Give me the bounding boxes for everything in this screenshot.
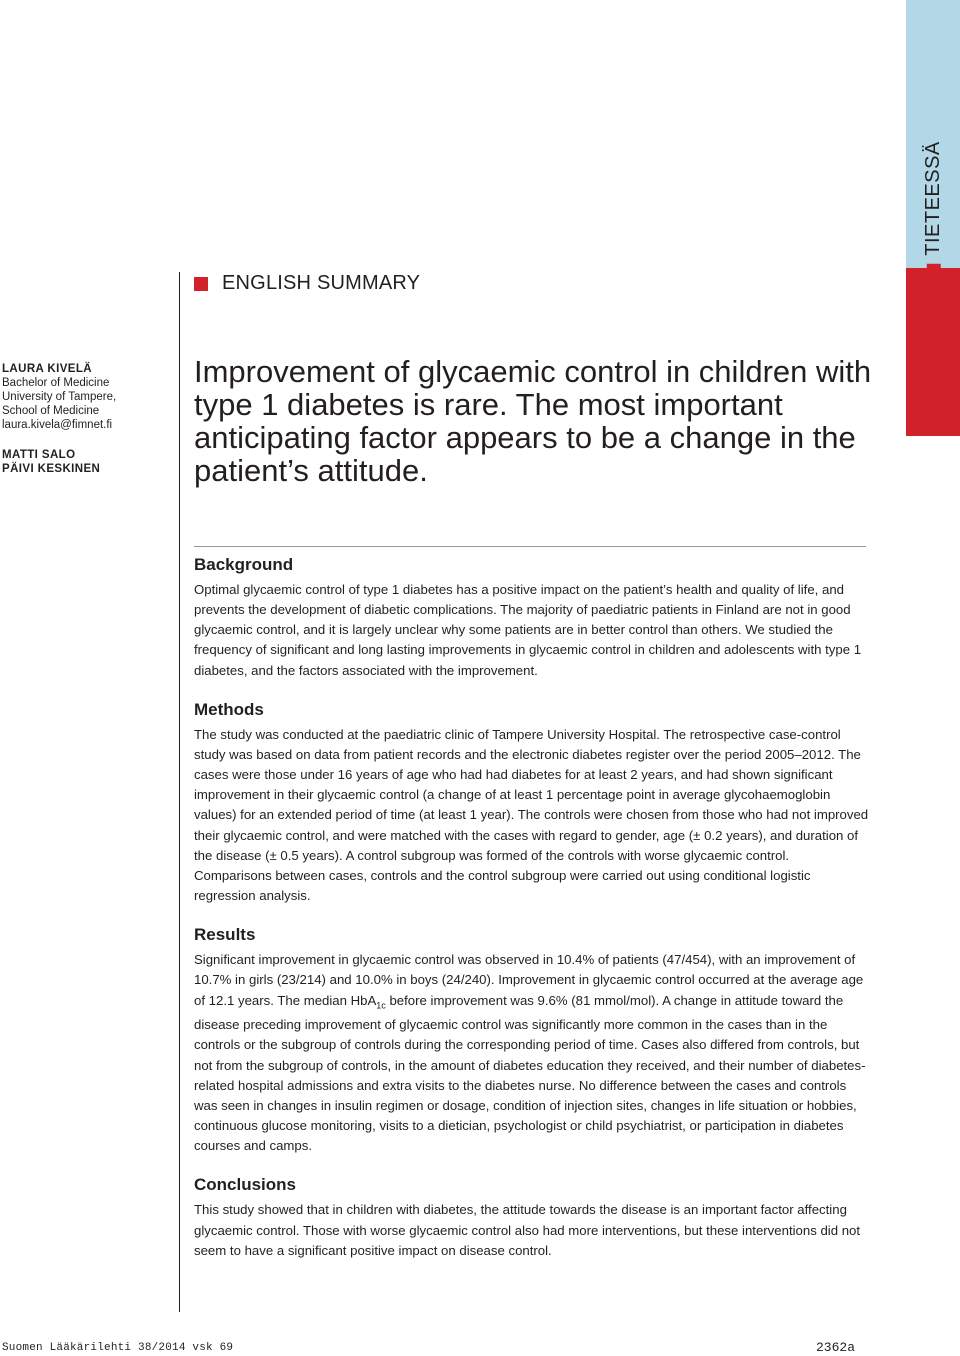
article-headline: Improvement of glycaemic control in children with type 1 diabetes is rare. The most important anticipating factor appears to be a change in the patient’s attitude. bbox=[194, 354, 872, 488]
results-text-part: before improvement was 9.6% (81 mmol/mol). A change in attitude toward the disease preceding improvement of glycaemic control was significantly more common in the cases than in the controls or the subgroup of controls during the corresponding period of time. Cases also differed from controls, but not from the subgroup of controls, in the amount of diabetes education they received, and their number of diabetes-related hospital admissions and extra visits to the diabetes nurse. No difference between the cases and controls was seen in changes in insulin regimen or dosage, condition of injection sites, changes in life situation or hobbies, continuous glucose monitoring, visits to a dietician, psychologist or child psychiatrist, or participation in diabetes courses and camps. bbox=[194, 992, 866, 1154]
section-conclusions bbox=[194, 1174, 870, 1260]
hba1c-subscript: 1c bbox=[376, 1000, 386, 1011]
section-header-label: ENGLISH SUMMARY bbox=[222, 272, 421, 294]
section-text: The study was conducted at the paediatric clinic of Tampere University Hospital. The retrospective case-control study was based on data from patient records and the electronic diabetes register over the period 2005–2012. The cases were those under 16 years of age who had had diabetes for at least 2 years, and had shown significant improvement in their glycaemic control (a change of at least 1 percentage point in average glycohaemoglobin values) for an extended period of time (at least 1 year). The controls were chosen from those who had not improved their glycaemic control, and were matched with the cases with regard to gender, age (± 0.2 years), and duration of the disease (± 0.5 years). A control subgroup was formed of the controls with worse glycaemic control. Comparisons between cases, controls and the control subgroup were carried out using conditional logistic regression analysis. bbox=[194, 726, 869, 904]
author-name: LAURA KIVELÄ bbox=[2, 363, 92, 375]
column-divider bbox=[179, 272, 180, 1312]
author-degree: Bachelor of Medicine bbox=[2, 377, 110, 389]
section-heading: Conclusions bbox=[194, 1175, 297, 1195]
article-body bbox=[194, 554, 870, 1279]
section-text: Optimal glycaemic control of type 1 diabetes has a positive impact on the patient’s health and quality of life, and prevents the development of diabetic complications. The majority of paediatric patients in Finland are not in good glycaemic control, and it is largely unclear why some patients are in better control than others. We studied the frequency of significant and long lasting improvements in glycaemic control in children and adolescents with type 1 diabetes, and the factors associated with the improvement. bbox=[194, 582, 862, 678]
author-name: PÄIVI KESKINEN bbox=[2, 463, 101, 475]
section-tab bbox=[906, 0, 960, 436]
author-email[interactable]: laura.kivela@fimnet.fi bbox=[2, 419, 113, 431]
page-number: 2362a bbox=[816, 1340, 856, 1355]
section-heading: Results bbox=[194, 925, 256, 945]
section-methods bbox=[194, 699, 870, 906]
section-tab-text: TIETEESSÄ bbox=[921, 140, 944, 256]
section-text bbox=[194, 950, 870, 1156]
section-tab-bottom bbox=[906, 268, 960, 436]
author-block bbox=[2, 448, 172, 476]
square-marker-icon bbox=[194, 277, 208, 291]
section-results bbox=[194, 924, 870, 1156]
section-heading: Methods bbox=[194, 699, 264, 719]
section-tab-label bbox=[906, 140, 960, 268]
section-text: This study showed that in children with diabetes, the attitude towards the disease is an important factor affecting glycaemic control. Those with worse glycaemic control also had more interventions, but these interventions did not seem to have a significant positive impact on disease control. bbox=[194, 1202, 861, 1258]
section-heading: Background bbox=[194, 555, 294, 574]
author-block bbox=[2, 362, 172, 432]
section-header bbox=[194, 272, 420, 295]
square-marker-icon bbox=[926, 263, 940, 277]
author-name: MATTI SALO bbox=[2, 449, 76, 461]
author-list bbox=[2, 362, 172, 476]
journal-citation: Suomen Lääkärilehti 38/2014 vsk 69 bbox=[2, 1342, 234, 1354]
section-background bbox=[194, 554, 870, 681]
horizontal-rule bbox=[194, 546, 866, 547]
author-affiliation: University of Tampere, bbox=[2, 391, 117, 403]
author-affiliation: School of Medicine bbox=[2, 405, 100, 417]
results-text-part: Significant improvement in glycaemic control was observed in 10.4% of patients (47/454), with an improvement of 10.7% in girls (23/214) and 10.0% in boys (24/240). Improvement in glycaemic control occurred at the average age of 12.1 years. The median HbA bbox=[194, 952, 864, 1008]
